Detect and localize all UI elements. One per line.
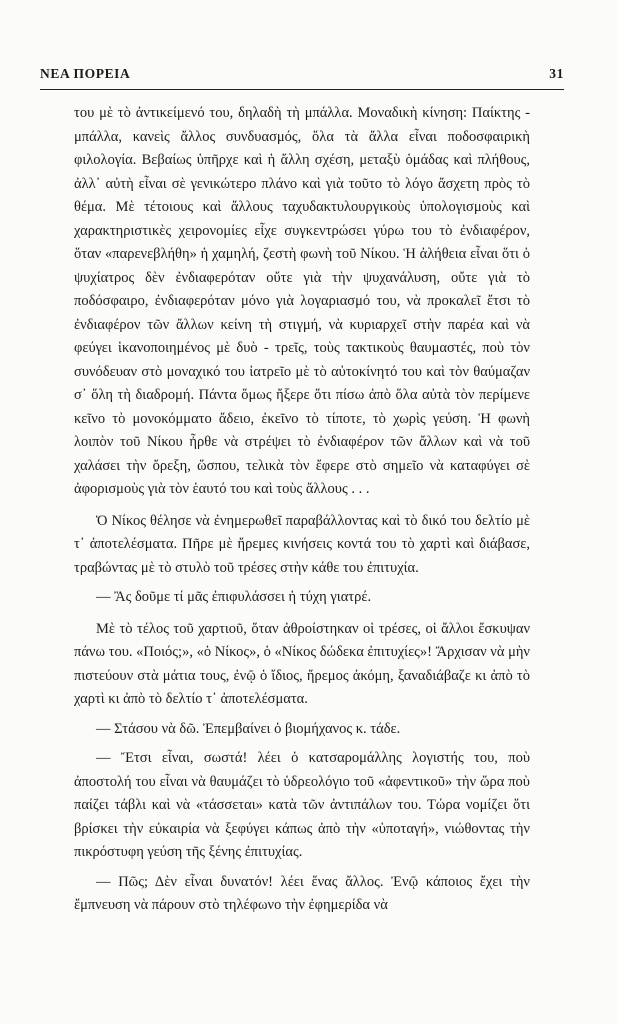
dialogue-line: — Ἔτσι εἶναι, σωστά! λέει ὁ κατσαρομάλλης λογιστής του, ποὺ ἀποστολή του εἶναι νὰ θαυμάζει τὸ ὑδρεολόγιο τοῦ «ἀφεντικοῦ» τὴν ὥρα ποὺ παίζει τάβλι καὶ νὰ «τάσσεται» κατὰ τῶν ἀντιπάλων του. Τώρα νομίζει ὅτι βρίσκει τὴν εὐκαιρία νὰ ξεφύγει κάπως ἀπὸ τὴν «ὑποταγή», νιώθοντας τὴν πικρόστυφη γεύση τῆς ξένης ἐπιτυχίας. <box>74 750 530 860</box>
dialogue-line: — Πῶς; Δὲν εἶναι δυνατόν! λέει ἕνας ἄλλος. Ἐνῷ κάποιος ἔχει τὴν ἔμπνευση νὰ πάρουν στὸ τηλέφωνο τὴν ἐφημερίδα νὰ <box>74 873 530 913</box>
header-rule <box>40 89 564 90</box>
journal-title: ΝΕΑ ΠΟΡΕΙΑ <box>40 66 131 81</box>
running-header <box>40 66 564 82</box>
article-body <box>74 102 530 918</box>
dialogue-line: — Ἂς δοῦμε τί μᾶς ἐπιφυλάσσει ἡ τύχη γιατρέ. <box>96 589 372 605</box>
dialogue-line: — Στάσου νὰ δῶ. Ἐπεμβαίνει ὁ βιομήχανος κ. τάδε. <box>96 720 401 737</box>
paragraph: Ὁ Νίκος θέλησε νὰ ἐνημερωθεῖ παραβάλλοντας καὶ τὸ δικό του δελτίο μὲ τ᾿ ἀποτελέσματα. Πῆρε μὲ ἤρεμες κινήσεις κοντά του τὸ χαρτὶ καὶ διάβασε, τραβώντας μὲ τὸ στυλὸ τοῦ τρέσες στὴν κάθε του ἐπιτυχία. <box>74 512 530 576</box>
paragraph: Μὲ τὸ τέλος τοῦ χαρτιοῦ, ὅταν ἀθροίστηκαν οἱ τρέσες, οἱ ἄλλοι ἔσκυψαν πάνω του. «Ποιός;», «ὁ Νίκος», ὁ «Νίκος δώδεκα ἐπιτυχίες»! Ἄρχισαν νὰ μὴν πιστεύουν στὰ μάτια τους, ἐνῷ ὁ ἴδιος, ἤρεμος ἀκόμη, ξαναδιάβαζε κι ἀπὸ τὸ χαρτὶ κι ἀπὸ τὸ δελτίο τ᾿ ἀποτελέσματα. <box>74 620 530 707</box>
page-number: 31 <box>549 66 564 81</box>
paragraph: του μὲ τὸ ἀντικείμενό του, δηλαδὴ τὴ μπάλλα. Μοναδικὴ κίνηση: Παίκτης - μπάλλα, κανεὶς ἄλλος συνδυασμός, ὅλα τὰ ἄλλα εἶναι ποδοσφαιρικὴ φιλολογία. Βεβαίως ὑπῆρχε καὶ ἡ ἄλλη σχέση, μεταξὺ ὁμάδας καὶ πλήθους, ἀλλ᾿ αὐτὴ εἶναι σὲ γενικώτερο πλάνο καὶ γιὰ τοῦτο τὸ λόγο ἄσχετη πρὸς τὸ θέμα. Μὲ τέτοιους καὶ ἄλλους ταχυδακτυλουργικοὺς ὑπολογισμοὺς καὶ χαρακτηριστικὲς χειρονομίες εἶχε συγκεντρώσει γύρω του τὸ ἐνδιαφέρον, ὅταν «παρενεβλήθη» ἡ χαμηλή, ζεστὴ φωνὴ τοῦ Νίκου. Ἡ ἀλήθεια εἶναι ὅτι ὁ ψυχίατρος δὲν ἐνδιαφερόταν οὔτε γιὰ τὴν ψυχανάλυση, οὔτε γιὰ τὸ ποδόσφαιρο, ἐνδιαφερόταν μόνο γιὰ λογαριασμό του, νὰ προκαλεῖ ἔτσι τὸ ἐνδιαφέρον τῶν ἄλλων κείνη τὴ στιγμή, νὰ κυριαρχεῖ στὴν παρέα καὶ νὰ φεύγει ἱκανοποιημένος μὲ δυὸ - τρεῖς, τοὺς τακτικοὺς θαυμαστές, ποὺ τὸν συνόδευαν στὸ μοναχικό του ἰατρεῖο μὲ τὸ αὐτοκίνητό του καὶ τὸν θαύμαζαν σ᾿ ὅλη τὴ διαδρομή. Πάντα ὅμως ἤξερε ὅτι πίσω ἀπὸ ὅλα αὐτὰ τὸν περίμενε κεῖνο τὸ μονοκόμματο ἄδειο, ἐκεῖνο τὸ τίποτε, τὸ χωρὶς γεύση. Ἡ φωνὴ λοιπὸν τοῦ Νίκου ἦρθε νὰ στρέψει τὸ ἐνδιαφέρον τῶν ἄλλων καὶ νὰ τοῦ χαλάσει τὴν ὄρεξη, ὥσπου, τελικὰ τὸν ἔφερε στὸ σημεῖο νὰ καταφύγει σὲ ἀφορισμοὺς γιὰ τὸν ἑαυτό του καὶ τοὺς ἄλλους . . . <box>74 105 530 497</box>
